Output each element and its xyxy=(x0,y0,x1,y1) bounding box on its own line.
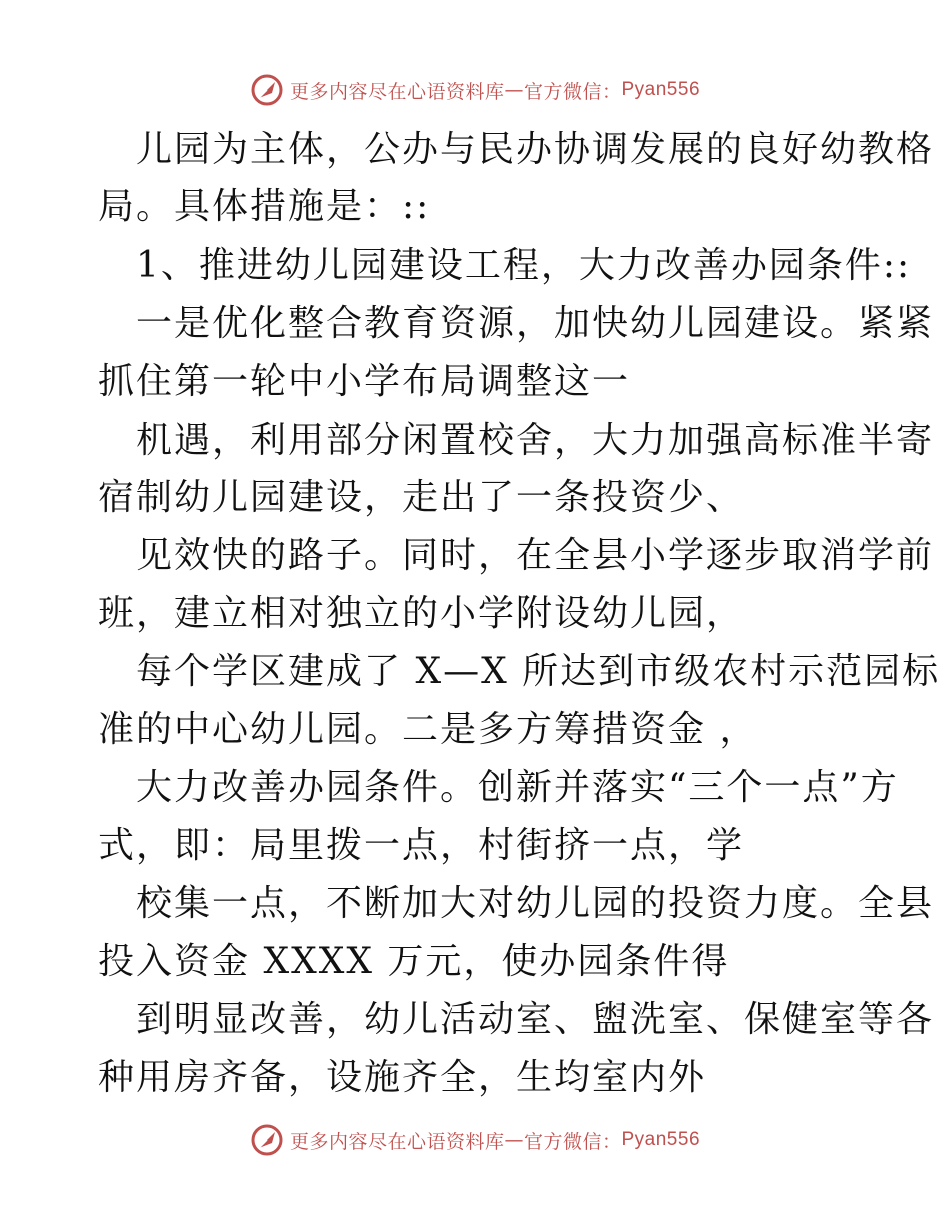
text-line: 一是优化整合教育资源，加快幼儿园建设。紧紧 xyxy=(98,303,935,344)
text-line: 抓住第一轮中小学布局调整这一 xyxy=(98,361,631,402)
banner-separator: — xyxy=(504,79,524,101)
text-line: 准的中心幼儿园。二是多方筹措资金 ， xyxy=(98,709,758,750)
banner-title: 更多内容尽在心语资料库 xyxy=(289,1130,505,1153)
quill-logo-icon xyxy=(250,1123,284,1157)
text-line: 每个学区建成了 X—X 所达到市级农村示范园标 xyxy=(98,651,941,692)
text-line: 儿园为主体，公办与民办协调发展的良好幼教格 xyxy=(98,129,935,170)
quill-logo-icon xyxy=(250,73,284,107)
banner-separator: — xyxy=(504,1129,524,1151)
text-line: 班，建立相对独立的小学附设幼儿园， xyxy=(98,593,745,634)
text-line: 投入资金 XXXX 万元，使办园条件得 xyxy=(98,941,730,982)
banner-title: 更多内容尽在心语资料库 xyxy=(289,80,505,103)
banner-wechat-label: 官方微信： xyxy=(523,80,622,103)
text-line: 大力改善办园条件。创新并落实“三个一点”方 xyxy=(98,767,899,808)
text-line: 见效快的路子。同时，在全县小学逐步取消学前 xyxy=(98,535,935,576)
footer-banner xyxy=(0,1120,950,1160)
text-line: 机遇，利用部分闲置校舍，大力加强高标准半寄 xyxy=(98,420,935,461)
header-banner xyxy=(0,70,950,110)
text-line: 1、推进幼儿园建设工程，大力改善办园条件:: xyxy=(98,245,912,286)
banner-wechat-id: Pyan556 xyxy=(621,79,701,100)
text-line: 局。具体措施是：:: xyxy=(98,186,431,227)
document-body xyxy=(0,120,950,1110)
banner-wechat-id: Pyan556 xyxy=(621,1129,701,1150)
text-line: 到明显改善，幼儿活动室、盥洗室、保健室等各 xyxy=(98,999,935,1040)
banner-wechat-label: 官方微信： xyxy=(523,1130,622,1153)
text-line: 宿制幼儿园建设，走出了一条投资少、 xyxy=(98,477,745,518)
text-line: 种用房齐备，设施齐全，生均室内外 xyxy=(98,1057,707,1098)
text-line: 式，即：局里拨一点，村街挤一点，学 xyxy=(98,825,745,866)
text-line: 校集一点，不断加大对幼儿园的投资力度。全县 xyxy=(98,883,935,924)
